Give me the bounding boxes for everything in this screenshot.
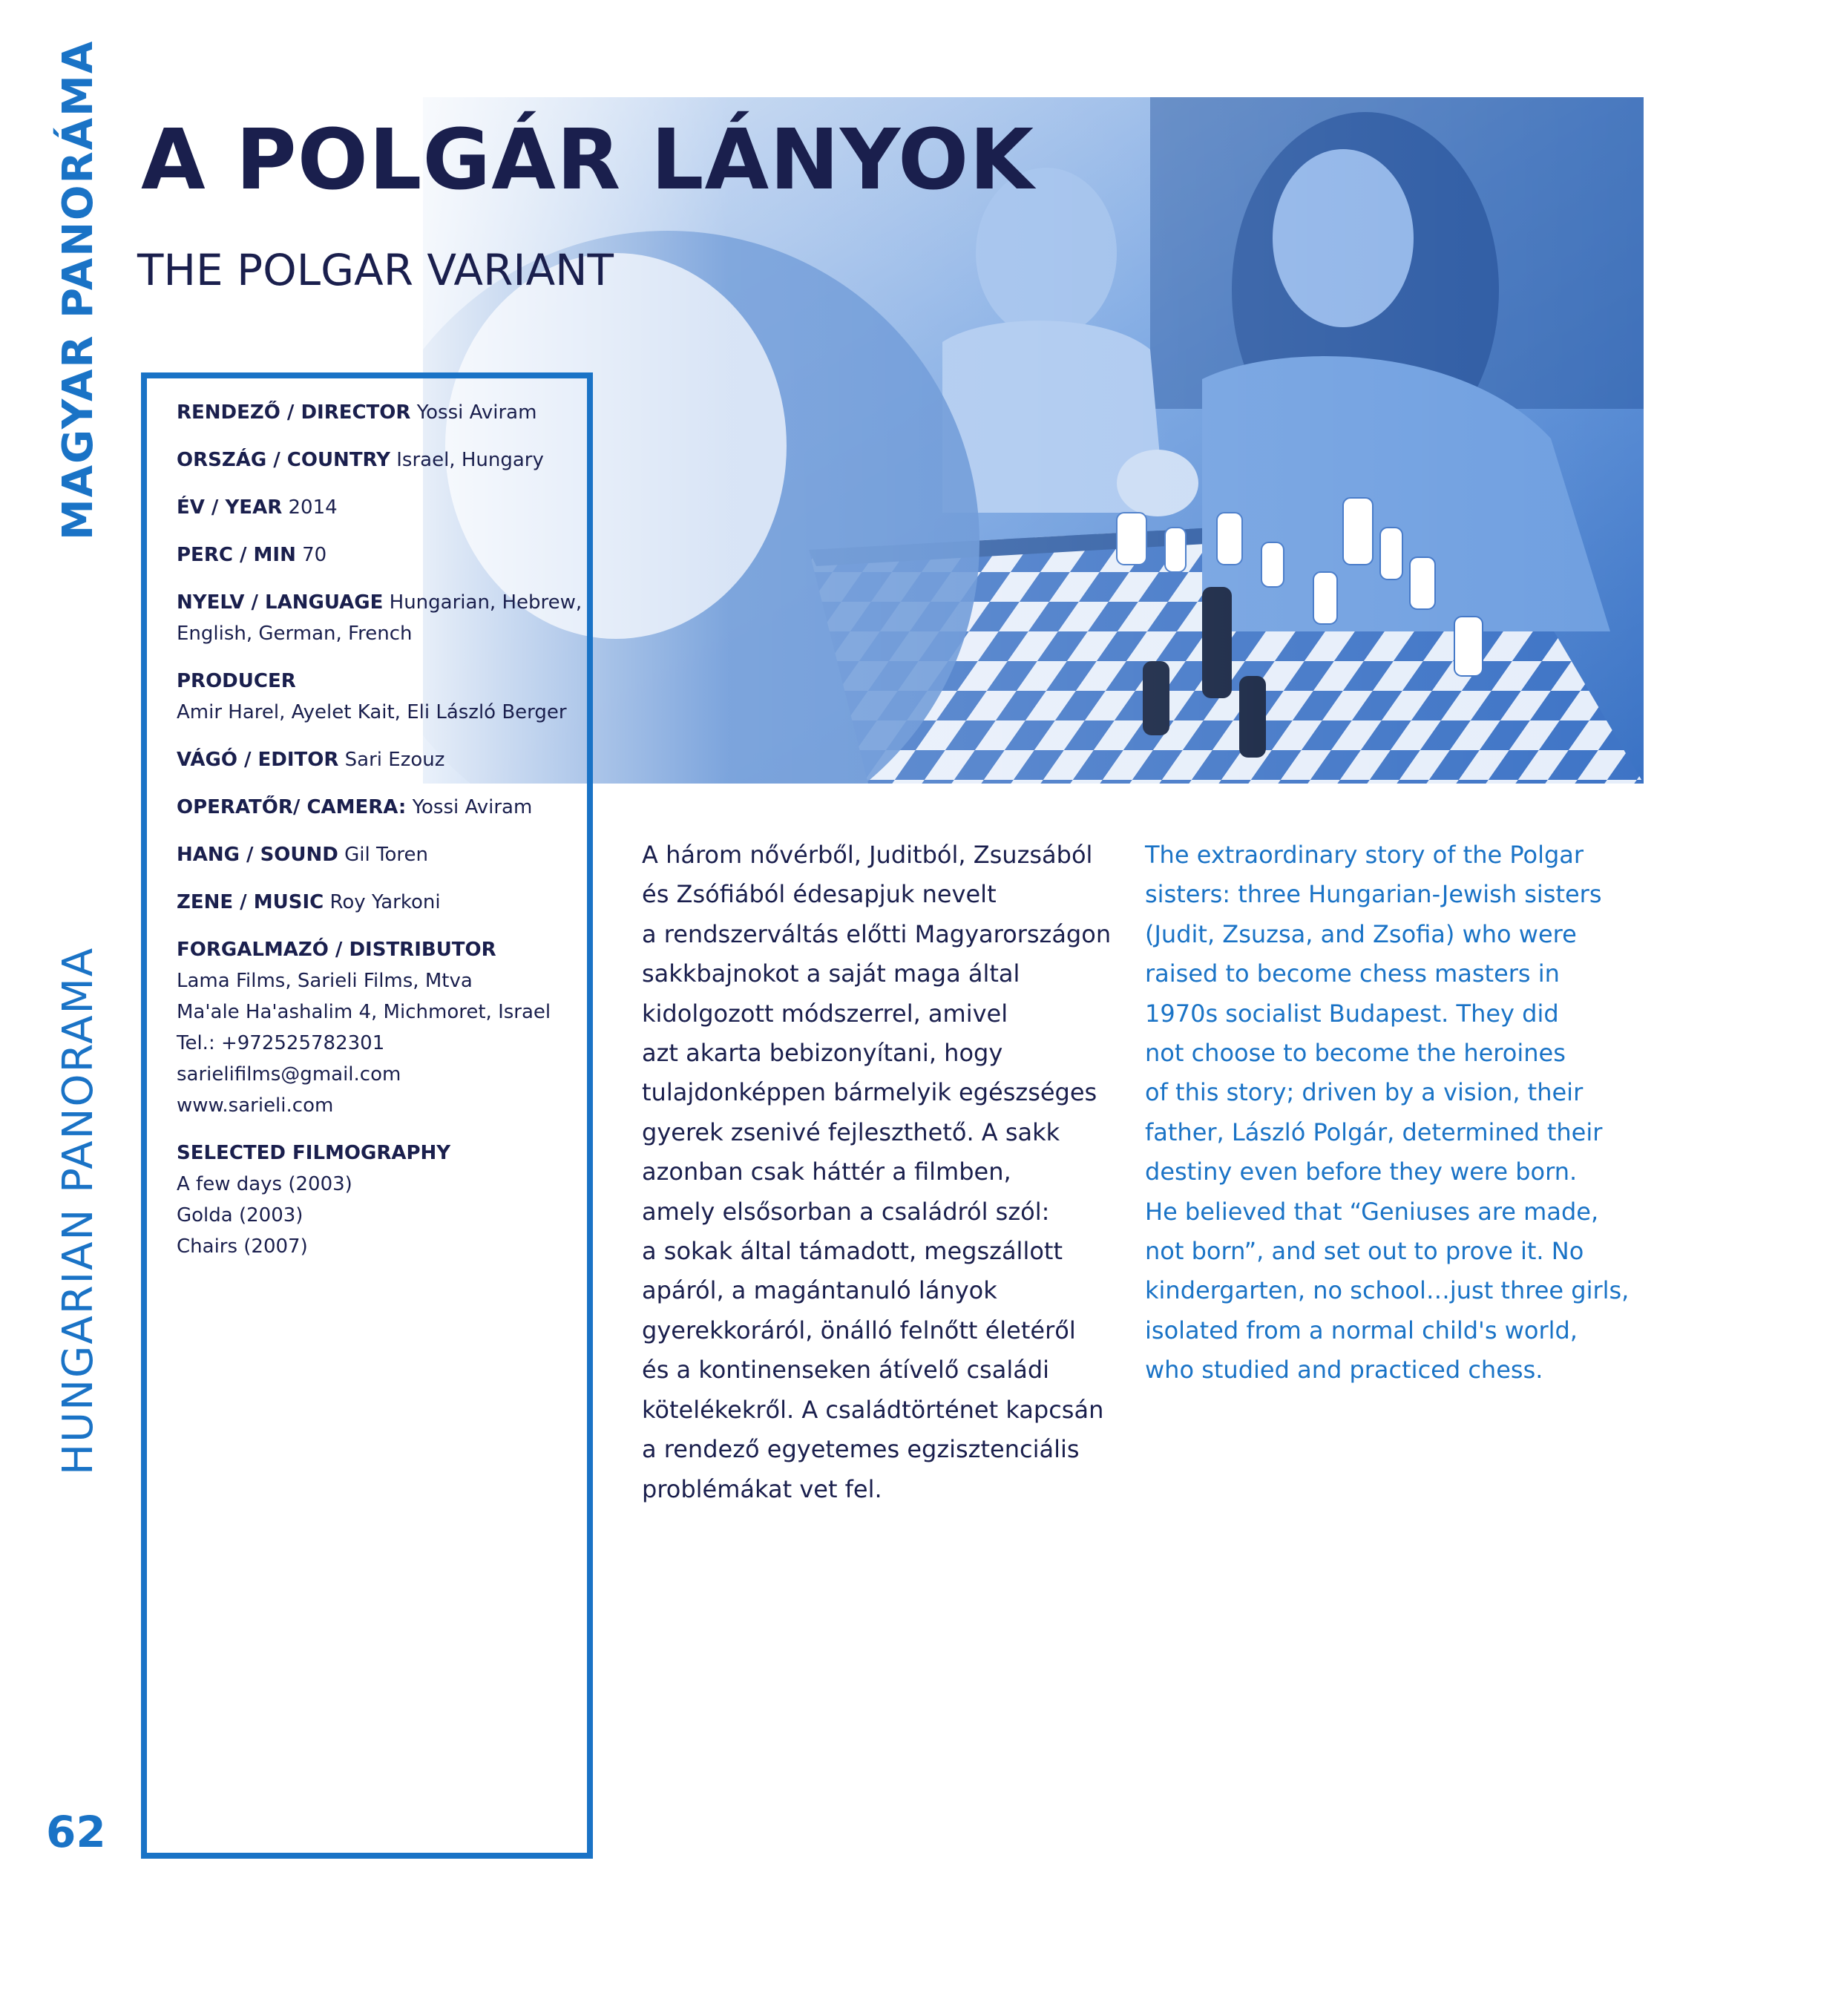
- credit-value: 70: [302, 544, 327, 566]
- section-label-magyar: MAGYAR PANORÁMA: [54, 39, 102, 540]
- credit-label: NYELV / LANGUAGE: [177, 591, 384, 614]
- page-number: 62: [46, 1807, 106, 1857]
- credit-label: SELECTED FILMOGRAPHY: [177, 1142, 451, 1164]
- distributor-line: Lama Films, Sarieli Films, Mtva: [177, 970, 473, 992]
- credit-value: Yossi Aviram: [416, 401, 537, 424]
- credit-value: Sari Ezouz: [344, 749, 445, 771]
- credit-label: VÁGÓ / EDITOR: [177, 749, 339, 771]
- credit-label: PERC / MIN: [177, 544, 296, 566]
- credit-label: HANG / SOUND: [177, 844, 338, 866]
- credit-distributor: [177, 934, 592, 1121]
- synopsis-english: The extraordinary story of the Polgar sisters: three Hungarian-Jewish sisters (Judit, Zsuzsa, and Zsofia) who were raised to become chess masters in 1970s socialist Budapest. They did not choose to become the heroines of this story; driven by a vision, their father, László Polgár, determined their destiny even before they were born. He believed that “Geniuses are made, not born”, and set out to prove it. No kindergarten, no school…just three girls, isolated from a normal child's world, who studied and practiced chess.: [1145, 841, 1630, 1385]
- credit-music: [177, 887, 592, 918]
- credits-list: [177, 397, 592, 1278]
- credit-label: FORGALMAZÓ / DISTRIBUTOR: [177, 939, 496, 961]
- credit-camera: [177, 792, 592, 823]
- film-subtitle: THE POLGAR VARIANT: [137, 245, 614, 295]
- credit-label: ÉV / YEAR: [177, 496, 283, 519]
- filmography-item: Golda (2003): [177, 1204, 303, 1227]
- credit-value: Roy Yarkoni: [329, 891, 441, 913]
- synopsis-hungarian: A három nővérből, Juditból, Zsuzsából és Zsófiából édesapjuk nevelt a rendszerváltás előtti Magyarországon sakkbajnokot a saját maga által kidolgozott módszerrel, amivel azt akarta bebizonyítani, hogy tulajdonképpen bármelyik egészséges gyerek zsenivé fejleszthető. A sakk azonban csak háttér a filmben, amely elsősorban a családról szól: a sokak által támadott, megszállott apáról, a magántanuló lányok gyerekkoráról, önálló felnőtt életéről és a kontinenseken átívelő családi kötelékekről. A családtörténet kapcsán a rendező egyetemes egzisztenciális problémákat vet fel.: [642, 841, 1112, 1503]
- film-title: A POLGÁR LÁNYOK: [141, 112, 1035, 209]
- credit-filmography: [177, 1137, 592, 1262]
- credit-label: OPERATŐR/ CAMERA:: [177, 796, 407, 818]
- credit-language: [177, 587, 592, 649]
- credit-value: Israel, Hungary: [396, 449, 544, 471]
- credit-value: Yossi Aviram: [412, 796, 533, 818]
- credit-director: [177, 397, 592, 428]
- credit-value: 2014: [288, 496, 338, 519]
- distributor-line: Ma'ale Ha'ashalim 4, Michmoret, Israel: [177, 1001, 551, 1023]
- distributor-email: sarielifilms@gmail.com: [177, 1063, 401, 1086]
- distributor-website: www.sarieli.com: [177, 1094, 334, 1117]
- credit-value: Hungarian, Hebrew,: [389, 591, 583, 614]
- credit-value: Amir Harel, Ayelet Kait, Eli László Berger: [177, 701, 567, 723]
- credit-country: [177, 444, 592, 476]
- filmography-item: Chairs (2007): [177, 1235, 308, 1258]
- credit-label: ZENE / MUSIC: [177, 891, 324, 913]
- credit-label: RENDEZŐ / DIRECTOR: [177, 401, 411, 424]
- distributor-phone: Tel.: +972525782301: [177, 1032, 385, 1054]
- credit-year: [177, 492, 592, 523]
- filmography-item: A few days (2003): [177, 1173, 352, 1195]
- credit-producer: [177, 666, 592, 728]
- section-label-hungarian: HUNGARIAN PANORAMA: [54, 946, 102, 1475]
- credit-value: Gil Toren: [344, 844, 428, 866]
- credit-label: PRODUCER: [177, 670, 296, 692]
- credit-label: ORSZÁG / COUNTRY: [177, 449, 390, 471]
- credit-value: English, German, French: [177, 623, 413, 645]
- credit-sound: [177, 839, 592, 870]
- credit-editor: [177, 744, 592, 775]
- credit-min: [177, 539, 592, 571]
